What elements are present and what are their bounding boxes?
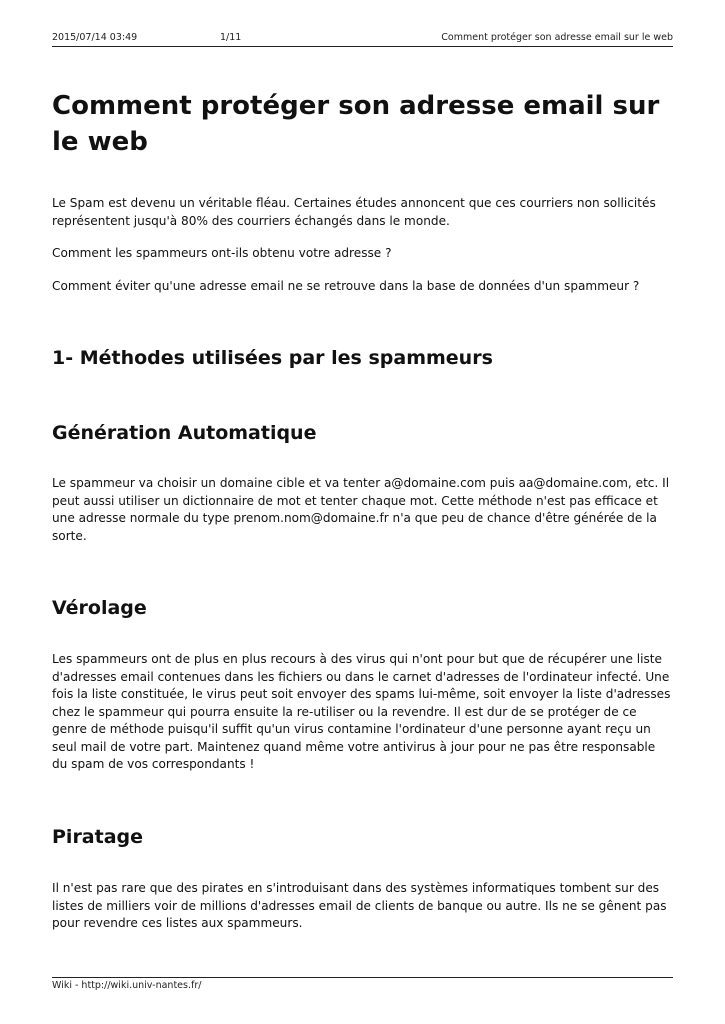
intro-paragraph-2: Comment les spammeurs ont-ils obtenu votre adresse ?: [52, 246, 392, 260]
intro-paragraph-3: Comment éviter qu'une adresse email ne se retrouve dans la base de données d'un spammeur ?: [52, 279, 640, 293]
paragraph-piratage: Il n'est pas rare que des pirates en s'introduisant dans des systèmes informatiques tombent sur des listes de milliers voir de millions d'adresses email de clients de banque ou autre. Ils ne se gênent pas pour revendre ces listes aux spammeurs.: [52, 881, 667, 930]
page-title: Comment protéger son adresse email sur le web: [52, 91, 660, 157]
intro-paragraph-1: Le Spam est devenu un véritable fléau. Certaines études annoncent que ces courriers non sollicités représentent jusqu'à 80% des courriers échangés dans le monde.: [52, 196, 656, 228]
subsection-heading-generation: Génération Automatique: [52, 422, 317, 444]
page-footer: [52, 977, 673, 991]
page-header: [52, 32, 673, 47]
header-page-number: 1/11: [220, 32, 242, 43]
header-datetime: 2015/07/14 03:49: [52, 32, 138, 43]
paragraph-verolage: Les spammeurs ont de plus en plus recours à des virus qui n'ont pour but que de récupérer une liste d'adresses email contenues dans les fichiers ou dans le carnet d'adresses de l'ordinateur infecté. Une fois la liste constituée, le virus peut soit envoyer des spams lui-même, soit envoyer la liste d'adresses chez le spammeur qui pourra ensuite la re-utiliser ou la revendre. Il est dur de se protéger de ce genre de méthode puisqu'il suffit qu'un virus contamine l'ordinateur d'une personne ayant reçu un seul mail de votre part. Maintenez quand même votre antivirus à jour pour ne pas être responsable du spam de vos correspondants !: [52, 652, 671, 771]
subsection-heading-verolage: Vérolage: [52, 597, 147, 619]
subsection-heading-piratage: Piratage: [52, 826, 144, 848]
paragraph-generation: Le spammeur va choisir un domaine cible et va tenter a@domaine.com puis aa@domaine.com, etc. Il peut aussi utiliser un dictionnaire de mot et tenter chaque mot. Cette méthode n'est pas efficace et une adresse normale du type prenom.nom@domaine.fr n'a que peu de chance d'être générée de la sorte.: [52, 476, 670, 543]
footer-link-text: Wiki - http://wiki.univ-nantes.fr/: [52, 980, 202, 991]
section-heading-methodes: 1- Méthodes utilisées par les spammeurs: [52, 347, 493, 369]
header-doc-title: Comment protéger son adresse email sur le web: [441, 32, 673, 43]
